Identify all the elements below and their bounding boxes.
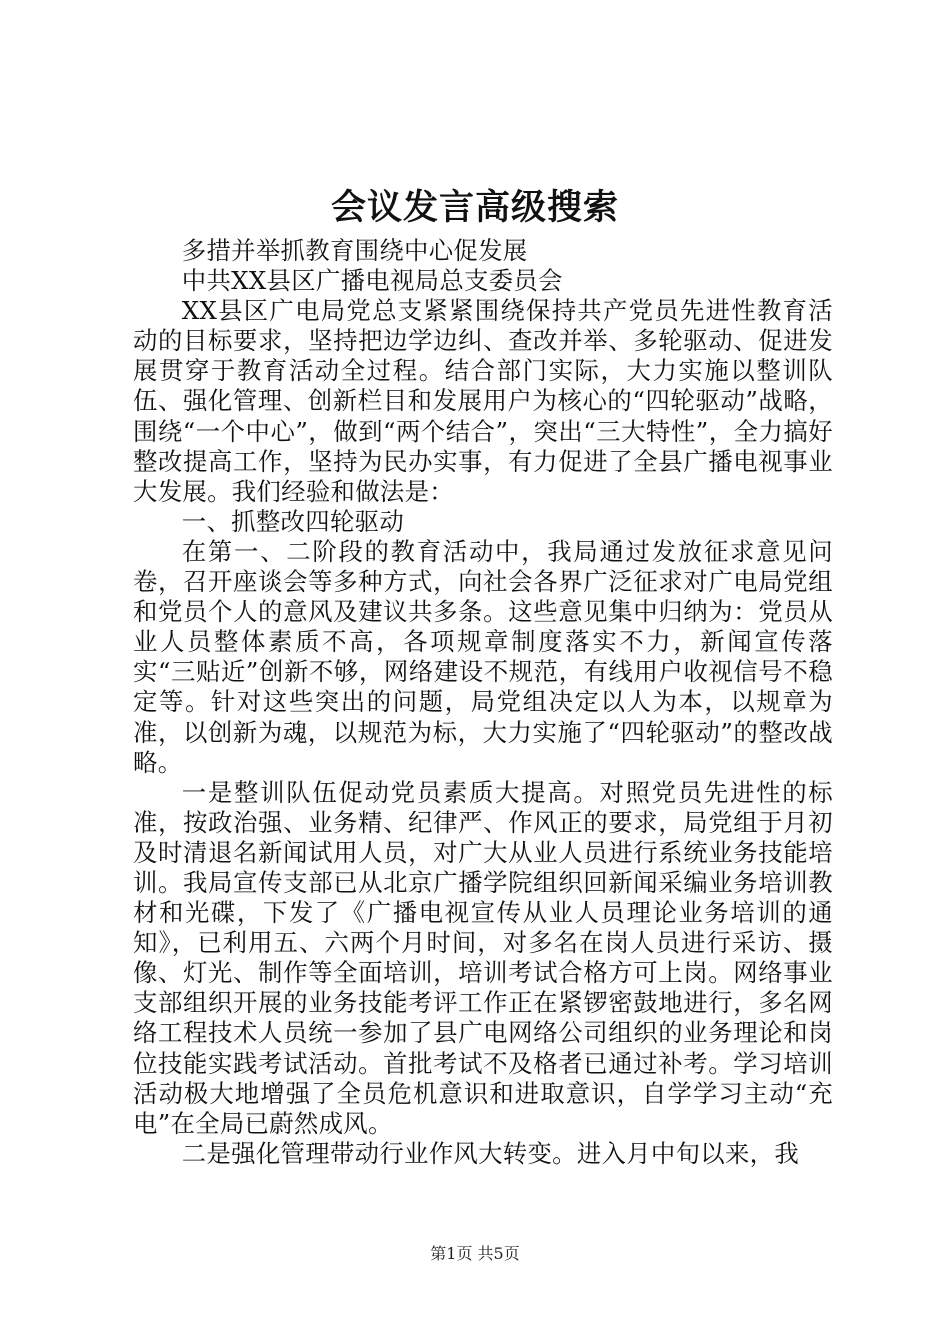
page-footer: 第1页 共5页 xyxy=(430,1244,520,1263)
paragraph-body-2: 一是整训队伍促动党员素质大提高。对照党员先进性的标准，按政治强、业务精、纪律严、作风正的要求，局党组于月初及时清退名新闻试用人员，对广大从业人员进行系统业务技能培训。我局宣传支部已从北京广播学院组织回新闻采编业务培训教材和光碟，下发了《广播电视宣传从业人员理论业务培训的通知》，已利用五、六两个月时间，对多名在岗人员进行采访、摄像、灯光、制作等全面培训，培训考试合格方可上岗。网络事业支部组织开展的业务技能考评工作正在紧锣密鼓地进行，多名网络工程技术人员统一参加了县广电网络公司组织的业务理论和岗位技能实践考试活动。首批考试不及格者已通过补考。学习培训活动极大地增强了全员危机意识和进取意识，自学学习主动“充电”在全局已蔚然成风。 xyxy=(133,777,833,1138)
document-title: 会议发言高级搜索 xyxy=(330,187,619,228)
paragraph-intro: XX县区广电局党总支紧紧围绕保持共产党员先进性教育活动的目标要求，坚持把边学边纠、查改并举、多轮驱动、促进发展贯穿于教育活动全过程。结合部门实际，大力实施以整训队伍、强化管理、创新栏目和发展用户为核心的“四轮驱动”战略，围绕“一个中心”，做到“两个结合”，突出“三大特性”，全力搞好整改提高工作，坚持为民办实事，有力促进了全县广播电视事业大发展。我们经验和做法是： xyxy=(133,296,833,506)
paragraph-author: 中共XX县区广播电视局总支委员会 xyxy=(181,266,563,296)
paragraph-body-3: 二是强化管理带动行业作风大转变。进入月中旬以来，我 xyxy=(181,1138,800,1168)
paragraph-body-1: 在第一、二阶段的教育活动中，我局通过发放征求意见问卷，召开座谈会等多种方式，向社会各界广泛征求对广电局党组和党员个人的意风及建议共多条。这些意见集中归纳为：党员从业人员整体素质不高，各项规章制度落实不力，新闻宣传落实“三贴近”创新不够，网络建设不规范，有线用户收视信号不稳定等。针对这些突出的问题，局党组决定以人为本，以规章为准，以创新为魂，以规范为标，大力实施了“四轮驱动”的整改战略。 xyxy=(133,536,833,777)
document-body xyxy=(133,236,833,1169)
paragraph-subtitle: 多措并举抓教育围绕中心促发展 xyxy=(181,236,528,265)
section-heading-1: 一、抓整改四轮驱动 xyxy=(181,506,405,536)
